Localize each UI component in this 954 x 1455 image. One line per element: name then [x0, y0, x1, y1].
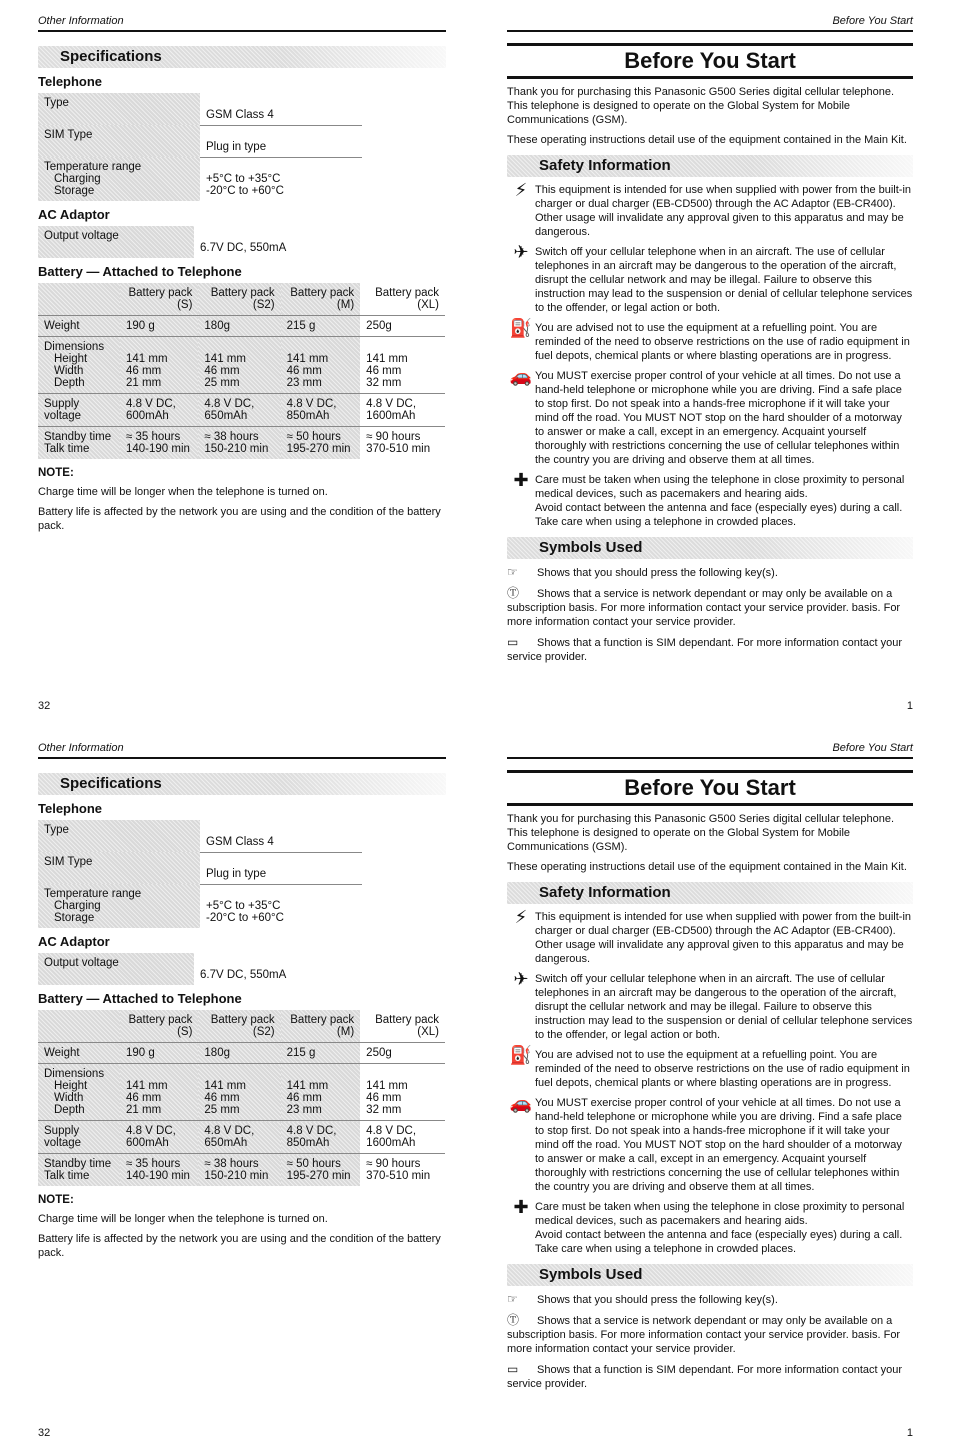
left-header: Other Information — [38, 15, 446, 32]
weight-s2: 180g — [198, 1043, 280, 1064]
safety-banner: Safety Information — [507, 882, 913, 904]
weight-m: 215 g — [281, 1043, 361, 1064]
type-value: GSM Class 4 — [200, 820, 362, 852]
aircraft-icon: ✈ — [513, 969, 529, 989]
note-2: Battery life is affected by the network you are using and the condition of the battery pack. — [38, 506, 441, 532]
standby-m: ≈ 50 hours 195-270 min — [281, 427, 361, 460]
sim-type-label: SIM Type — [38, 852, 200, 884]
standby-s2: ≈ 38 hours 150-210 min — [198, 1154, 280, 1187]
weight-s2: 180g — [198, 316, 280, 337]
list-item: Ⓣ Shows that a service is network dependant or may only be available on a subscription basis. For more information contact your service provider. basis. For more information contact your service provider. — [507, 586, 901, 628]
table-row — [38, 316, 445, 337]
right-header: Before You Start — [507, 15, 913, 32]
standby-s2: ≈ 38 hours 150-210 min — [198, 427, 280, 460]
charging-value: +5°C to +35°C — [206, 900, 281, 912]
supply-s2: 4.8 V DC, 650mAh — [198, 1121, 280, 1154]
list-item: ▭ Shows that a function is SIM dependant. For more information contact your service provider. — [507, 635, 903, 663]
list-item: Ⓣ Shows that a service is network dependant or may only be available on a subscription basis. For more information contact your service provider. basis. For more information contact your service provider. — [507, 1313, 901, 1355]
sim-type-value: Plug in type — [200, 125, 362, 157]
telephone-title: Telephone — [38, 74, 103, 89]
dimensions-s: 141 mm 46 mm 21 mm — [120, 337, 198, 394]
supply-s: 4.8 V DC, 600mAh — [120, 1121, 198, 1154]
output-voltage-label: Output voltage — [38, 226, 194, 258]
battery-header-s: Battery pack (S) — [120, 283, 198, 316]
intro-2: These operating instructions detail use of the equipment contained in the Main Kit. — [507, 134, 907, 146]
temperature-label — [38, 157, 200, 201]
temperature-range-label: Temperature range — [44, 161, 142, 173]
list-item: 🚗 You MUST exercise proper control of your vehicle at all times. Do not use a hand-held telephone or microphone while you are driving. Find a safe place to stop first. Do not speak into a hands-free microphone if it will take your mind off the road. You MUST NOT stop on the hard shoulder of a motorway to answer or make a call, except in an emergency. Acquaint yourself thoroughly with restrictions concerning the use of cellular telephones within the country you are driving and observe them at all times. — [507, 369, 913, 467]
standby-xl: ≈ 90 hours 370-510 min — [360, 1154, 445, 1187]
left-page-number: 32 — [38, 1427, 51, 1439]
supply-s: 4.8 V DC, 600mAh — [120, 394, 198, 427]
fuel-pump-icon: ⛽ — [509, 318, 533, 338]
telephone-title: Telephone — [38, 801, 103, 816]
standby-s: ≈ 35 hours 140-190 min — [120, 427, 198, 460]
ac-adaptor-title: AC Adaptor — [38, 207, 110, 222]
list-item: ☞ Shows that you should press the following key(s). — [507, 565, 778, 579]
list-item: ✈ Switch off your cellular telephone when in an aircraft. The use of cellular telephones in an aircraft may be dangerous to the operation of the aircraft, disrupt the cellular network and may be illegal. Failure to observe this instruction may lead to the suspension or denial of cellular telephone services to the offender, or legal action or both. — [507, 245, 913, 315]
battery-header-s2: Battery pack (S2) — [198, 1010, 280, 1043]
charging-label: Charging — [54, 900, 101, 912]
dimensions-xl: 141 mm 46 mm 32 mm — [360, 337, 445, 394]
weight-s: 190 g — [120, 1043, 198, 1064]
note-1: Charge time will be longer when the telephone is turned on. — [38, 1213, 328, 1225]
storage-label: Storage — [54, 912, 95, 924]
type-label: Type — [38, 93, 200, 125]
car-icon: 🚗 — [509, 366, 533, 386]
battery-table — [38, 1010, 445, 1186]
battery-title: Battery — Attached to Telephone — [38, 991, 242, 1006]
battery-header-s2: Battery pack (S2) — [198, 283, 280, 316]
intro-1: Thank you for purchasing this Panasonic G500 Series digital cellular telephone. This telephone is designed to operate on the Global System for Mobile Communications (GSM). — [507, 813, 895, 853]
medical-icon: ✚ — [513, 1197, 529, 1217]
charging-value: +5°C to +35°C — [206, 173, 281, 185]
right-header: Before You Start — [507, 742, 913, 759]
battery-title: Battery — Attached to Telephone — [38, 264, 242, 279]
list-item: ✈ Switch off your cellular telephone when in an aircraft. The use of cellular telephones in an aircraft may be dangerous to the operation of the aircraft, disrupt the cellular network and may be illegal. Failure to observe this instruction may lead to the suspension or denial of cellular telephone services to the offender, or legal action or both. — [507, 972, 913, 1042]
dimensions-xl: 141 mm 46 mm 32 mm — [360, 1064, 445, 1121]
battery-header-s: Battery pack (S) — [120, 1010, 198, 1043]
spread-top — [0, 0, 954, 727]
supply-xl: 4.8 V DC, 1600mAh — [360, 1121, 445, 1154]
notes — [38, 1212, 446, 1260]
telephone-table — [38, 820, 362, 928]
charging-label: Charging — [54, 173, 101, 185]
weight-s: 190 g — [120, 316, 198, 337]
storage-value: -20°C to +60°C — [206, 185, 284, 197]
table-row — [38, 427, 445, 460]
output-voltage-label: Output voltage — [38, 953, 194, 985]
dimensions-label: Dimensions Height Width Depth — [38, 337, 120, 394]
table-row — [38, 1064, 445, 1121]
note-1: Charge time will be longer when the telephone is turned on. — [38, 486, 328, 498]
type-value: GSM Class 4 — [200, 93, 362, 125]
note-title: NOTE: — [38, 1194, 74, 1206]
right-page — [507, 727, 913, 1454]
table-row — [38, 394, 445, 427]
supply-m: 4.8 V DC, 850mAh — [281, 394, 361, 427]
network-icon: Ⓣ — [507, 586, 520, 600]
right-page-number: 1 — [906, 1427, 913, 1439]
pointing-hand-icon: ☞ — [507, 1292, 518, 1306]
page-title: Before You Start — [507, 770, 913, 806]
output-voltage-value: 6.7V DC, 550mA — [200, 242, 287, 254]
symbols-banner: Symbols Used — [507, 537, 913, 559]
left-header: Other Information — [38, 742, 446, 759]
list-item: 🚗 You MUST exercise proper control of your vehicle at all times. Do not use a hand-held telephone or microphone while you are driving. Find a safe place to stop first. Do not speak into a hands-free microphone if it will take your mind off the road. You MUST NOT stop on the hard shoulder of a motorway to answer or make a call, except in an emergency. Acquaint yourself thoroughly with restrictions concerning the use of cellular telephones within the country you are driving and observe them at all times. — [507, 1096, 913, 1194]
list-item: ⛽ You are advised not to use the equipment at a refuelling point. You are reminded of the need to observe restrictions on the use of radio equipment in fuel depots, chemical plants or where blasting operations are in progress. — [507, 321, 913, 363]
sim-type-value: Plug in type — [200, 852, 362, 884]
list-item: ☞ Shows that you should press the following key(s). — [507, 1292, 778, 1306]
lightning-icon: ⚡ — [514, 907, 528, 927]
standby-m: ≈ 50 hours 195-270 min — [281, 1154, 361, 1187]
note-title: NOTE: — [38, 467, 74, 479]
supply-voltage-label: Supply voltage — [38, 394, 120, 427]
standby-talk-label: Standby time Talk time — [38, 1154, 120, 1187]
standby-s: ≈ 35 hours 140-190 min — [120, 1154, 198, 1187]
dimensions-m: 141 mm 46 mm 23 mm — [281, 1064, 361, 1121]
adaptor-table — [38, 953, 292, 985]
dimensions-s2: 141 mm 46 mm 25 mm — [198, 337, 280, 394]
list-item: ✚ Care must be taken when using the telephone in close proximity to personal medical devices, such as pacemakers and hearing aids. Avoid contact between the antenna and face (especially eyes) during a call. Take care when using a telephone in crowded places. — [507, 473, 913, 529]
fuel-pump-icon: ⛽ — [509, 1045, 533, 1065]
left-page — [38, 727, 446, 1454]
specifications-banner: Specifications — [38, 773, 446, 795]
output-voltage-value: 6.7V DC, 550mA — [200, 969, 287, 981]
type-label: Type — [38, 820, 200, 852]
weight-label: Weight — [38, 1043, 120, 1064]
left-page-number: 32 — [38, 700, 51, 712]
standby-xl: ≈ 90 hours 370-510 min — [360, 427, 445, 460]
temperature-label — [38, 884, 200, 928]
battery-table — [38, 283, 445, 459]
weight-label: Weight — [38, 316, 120, 337]
list-item: ⚡ This equipment is intended for use when supplied with power from the built-in charger or dual charger (EB-CD500) through the AC Adaptor (EB-CR400). Other usage will invalidate any approval given to this apparatus and may be dangerous. — [507, 910, 913, 966]
safety-list — [507, 180, 913, 529]
safety-banner: Safety Information — [507, 155, 913, 177]
dimensions-s: 141 mm 46 mm 21 mm — [120, 1064, 198, 1121]
pointing-hand-icon: ☞ — [507, 565, 518, 579]
symbols-banner: Symbols Used — [507, 1264, 913, 1286]
weight-xl: 250g — [360, 316, 445, 337]
ac-adaptor-title: AC Adaptor — [38, 934, 110, 949]
left-page — [38, 0, 446, 727]
dimensions-s2: 141 mm 46 mm 25 mm — [198, 1064, 280, 1121]
weight-m: 215 g — [281, 316, 361, 337]
sim-icon: ▭ — [507, 1362, 519, 1376]
list-item: ✚ Care must be taken when using the telephone in close proximity to personal medical devices, such as pacemakers and hearing aids. Avoid contact between the antenna and face (especially eyes) during a call. Take care when using a telephone in crowded places. — [507, 1200, 913, 1256]
storage-label: Storage — [54, 185, 95, 197]
notes — [38, 485, 446, 533]
list-item: ⛽ You are advised not to use the equipment at a refuelling point. You are reminded of the need to observe restrictions on the use of radio equipment in fuel depots, chemical plants or where blasting operations are in progress. — [507, 1048, 913, 1090]
supply-xl: 4.8 V DC, 1600mAh — [360, 394, 445, 427]
standby-talk-label: Standby time Talk time — [38, 427, 120, 460]
note-2: Battery life is affected by the network you are using and the condition of the battery pack. — [38, 1233, 441, 1259]
supply-voltage-label: Supply voltage — [38, 1121, 120, 1154]
specifications-banner: Specifications — [38, 46, 446, 68]
list-item: ▭ Shows that a function is SIM dependant. For more information contact your service provider. — [507, 1362, 903, 1390]
sim-type-label: SIM Type — [38, 125, 200, 157]
intro-1: Thank you for purchasing this Panasonic G500 Series digital cellular telephone. This telephone is designed to operate on the Global System for Mobile Communications (GSM). — [507, 86, 895, 126]
aircraft-icon: ✈ — [513, 242, 529, 262]
temperature-values — [200, 884, 362, 928]
safety-list — [507, 907, 913, 1256]
battery-header-xl: Battery pack (XL) — [360, 283, 445, 316]
dimensions-label: Dimensions Height Width Depth — [38, 1064, 120, 1121]
intro-2: These operating instructions detail use of the equipment contained in the Main Kit. — [507, 861, 907, 873]
battery-header-m: Battery pack (M) — [281, 283, 361, 316]
adaptor-table — [38, 226, 292, 258]
supply-s2: 4.8 V DC, 650mAh — [198, 394, 280, 427]
temperature-values — [200, 157, 362, 201]
dimensions-m: 141 mm 46 mm 23 mm — [281, 337, 361, 394]
table-row — [38, 1121, 445, 1154]
table-row — [38, 1043, 445, 1064]
right-page-number: 1 — [906, 700, 913, 712]
table-row — [38, 337, 445, 394]
spread-bottom — [0, 727, 954, 1454]
weight-xl: 250g — [360, 1043, 445, 1064]
network-icon: Ⓣ — [507, 1313, 520, 1327]
sim-icon: ▭ — [507, 635, 519, 649]
battery-header-m: Battery pack (M) — [281, 1010, 361, 1043]
lightning-icon: ⚡ — [514, 180, 528, 200]
telephone-table — [38, 93, 362, 201]
page-title: Before You Start — [507, 43, 913, 79]
list-item: ⚡ This equipment is intended for use when supplied with power from the built-in charger or dual charger (EB-CD500) through the AC Adaptor (EB-CR400). Other usage will invalidate any approval given to this apparatus and may be dangerous. — [507, 183, 913, 239]
storage-value: -20°C to +60°C — [206, 912, 284, 924]
medical-icon: ✚ — [513, 470, 529, 490]
temperature-range-label: Temperature range — [44, 888, 142, 900]
battery-header-xl: Battery pack (XL) — [360, 1010, 445, 1043]
car-icon: 🚗 — [509, 1093, 533, 1113]
right-page — [507, 0, 913, 727]
table-row — [38, 1154, 445, 1187]
supply-m: 4.8 V DC, 850mAh — [281, 1121, 361, 1154]
